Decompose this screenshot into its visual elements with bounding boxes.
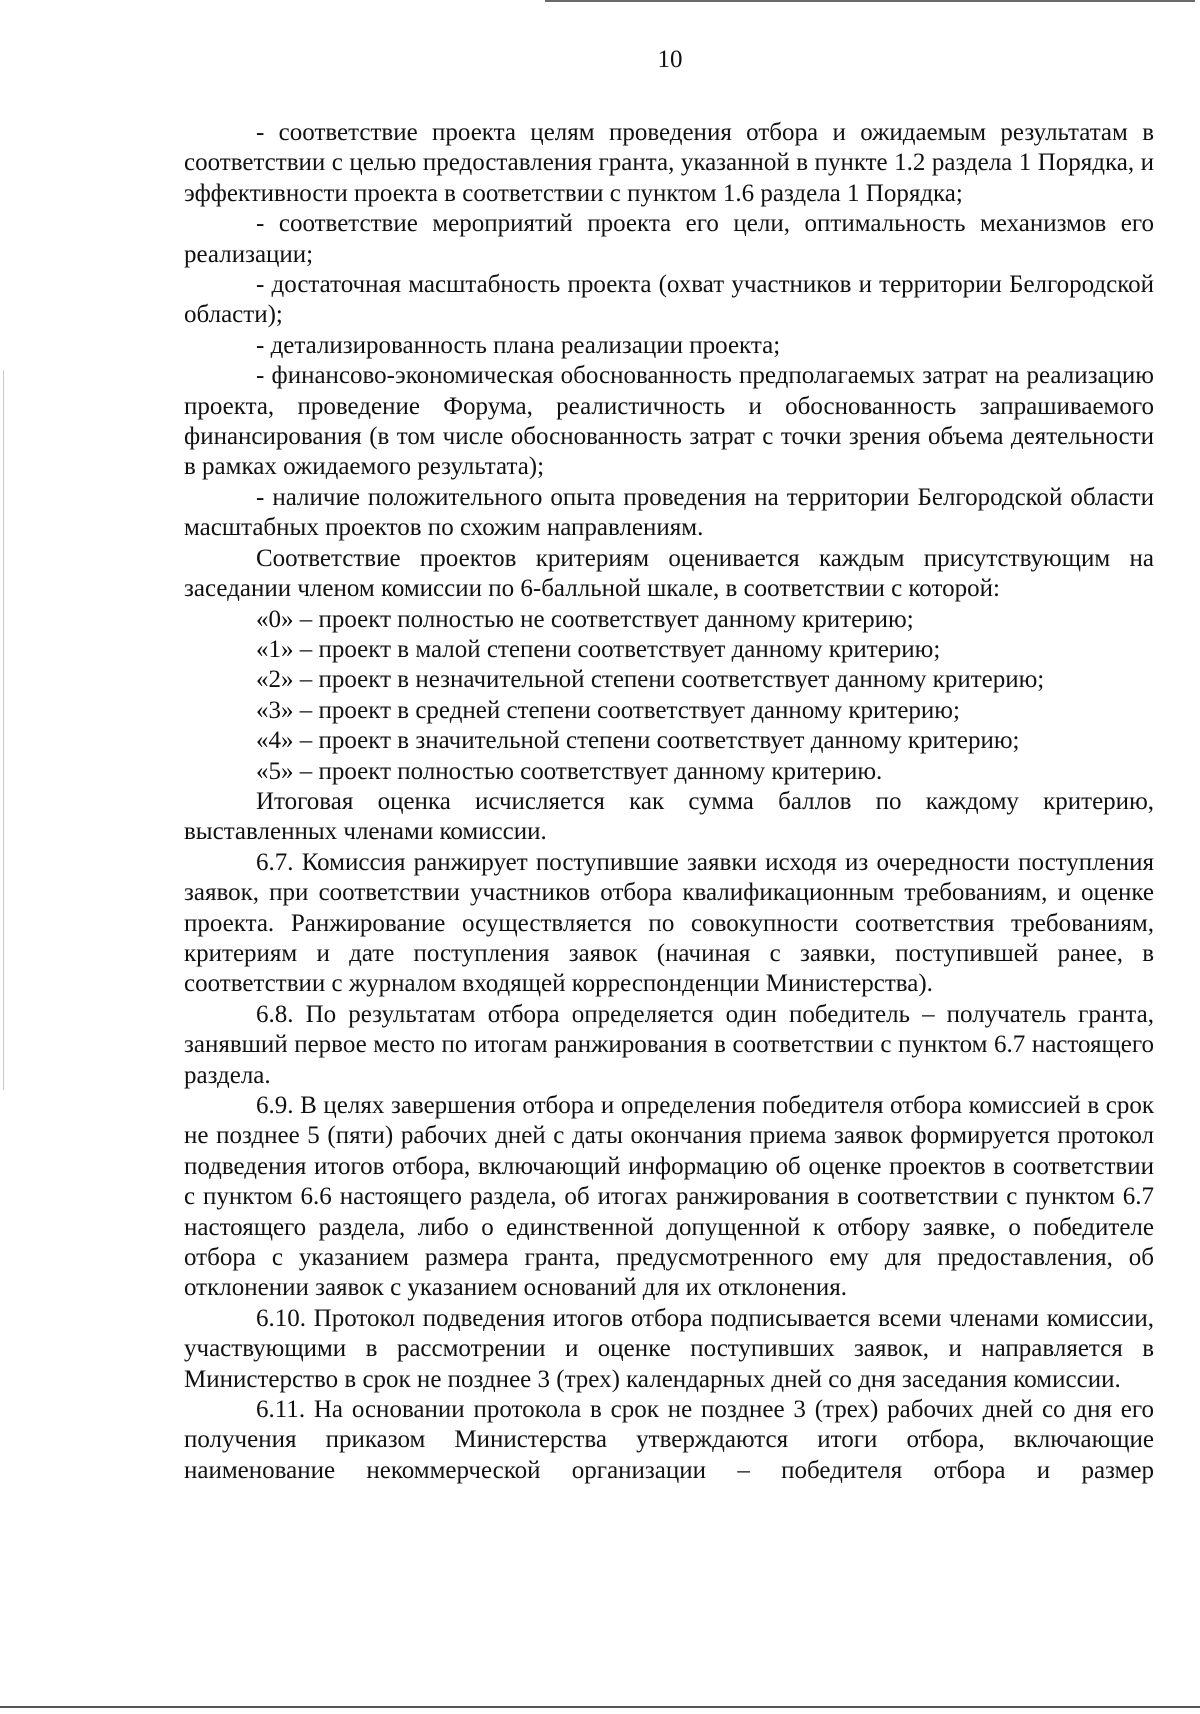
document-body [184,118,1154,1486]
page-number: 10 [657,46,683,73]
criterion-financial-justification: - финансово-экономическая обоснованность предполагаемых затрат на реализацию проекта, проведение Форума, реалистичность и обоснованность запрашиваемого финансирования (в том числе обоснованность затрат с точки зрения объема деятельности в рамках ожидаемого результата); [184,362,1154,481]
criterion-goal-conformity: - соответствие проекта целям проведения отбора и ожидаемым результатам в соответствии с целью предоставления гранта, указанной в пункте 1.2 раздела 1 Порядка, и эффективности проекта в соответствии с пунктом 1.6 раздела 1 Порядка; [184,119,1154,207]
clause-6-10: 6.10. Протокол подведения итогов отбора подписывается всеми членами комиссии, участвующими в рассмотрении и оценке поступивших заявок, и направляется в Министерство в срок не позднее 3 (трех) календарных дней со дня заседания комиссии. [184,1304,1154,1393]
score-0: «0» – проект полностью не соответствует данному критерию; [256,605,914,633]
clause-6-11: 6.11. На основании протокола в срок не позднее 3 (трех) рабочих дней со дня его получения приказом Министерства утверждаются итоги отбора, включающие наименование некоммерческой организации – победителя отбора и размер [184,1396,1154,1484]
score-2: «2» – проект в незначительной степени соответствует данному критерию; [256,666,1045,694]
clause-6-9: 6.9. В целях завершения отбора и определения победителя отбора комиссией в срок не позднее 5 (пяти) рабочих дней с даты окончания приема заявок формируется протокол подведения итогов отбора, включающий информацию об оценке проектов в соответствии с пунктом 6.6 настоящего раздела, об итогах ранжирования в соответствии с пунктом 6.7 настоящего раздела, либо о единственной допущенной к отбору заявке, о победителе отбора с указанием размера гранта, предусмотренного ему для предоставления, об отклонении заявок с указанием оснований для их отклонения. [184,1092,1154,1302]
scan-edge-left [3,370,4,1090]
score-3: «3» – проект в средней степени соответствует данному критерию; [256,696,960,724]
criterion-plan-detail: - детализированность плана реализации проекта; [256,331,781,359]
clause-6-7: 6.7. Комиссия ранжирует поступившие заявки исходя из очередности поступления заявок, при соответствии участников отбора квалификационным требованиям, и оценке проекта. Ранжирование осуществляется по совокупности соответствия требованиям, критериям и дате поступления заявок (начиная с заявки, поступившей ранее, в соответствии с журналом входящей корреспонденции Министерства). [184,848,1154,998]
clause-6-8: 6.8. По результатам отбора определяется один победитель – получатель гранта, занявший первое место по итогам ранжирования в соответствии с пунктом 6.7 настоящего раздела. [184,1000,1154,1089]
score-1: «1» – проект в малой степени соответствует данному критерию; [256,635,941,663]
criterion-experience: - наличие положительного опыта проведения на территории Белгородской области масштабных проектов по схожим направлениям. [184,483,1154,542]
scan-edge-top [545,0,1195,2]
criterion-scale: - достаточная масштабность проекта (охват участников и территории Белгородской области); [184,271,1154,329]
criterion-activities-conformity: - соответствие мероприятий проекта его цели, оптимальность механизмов его реализации; [184,210,1154,268]
scan-edge-bottom [0,1706,1200,1708]
score-5: «5» – проект полностью соответствует данному критерию. [256,757,883,785]
total-score-rule: Итоговая оценка исчисляется как сумма баллов по каждому критерию, выставленных членами комиссии. [184,787,1154,846]
score-4: «4» – проект в значительной степени соответствует данному критерию; [256,727,1020,755]
scoring-intro: Соответствие проектов критериям оценивается каждым присутствующим на заседании членом комиссии по 6-балльной шкале, в соответствии с которой: [184,544,1154,603]
